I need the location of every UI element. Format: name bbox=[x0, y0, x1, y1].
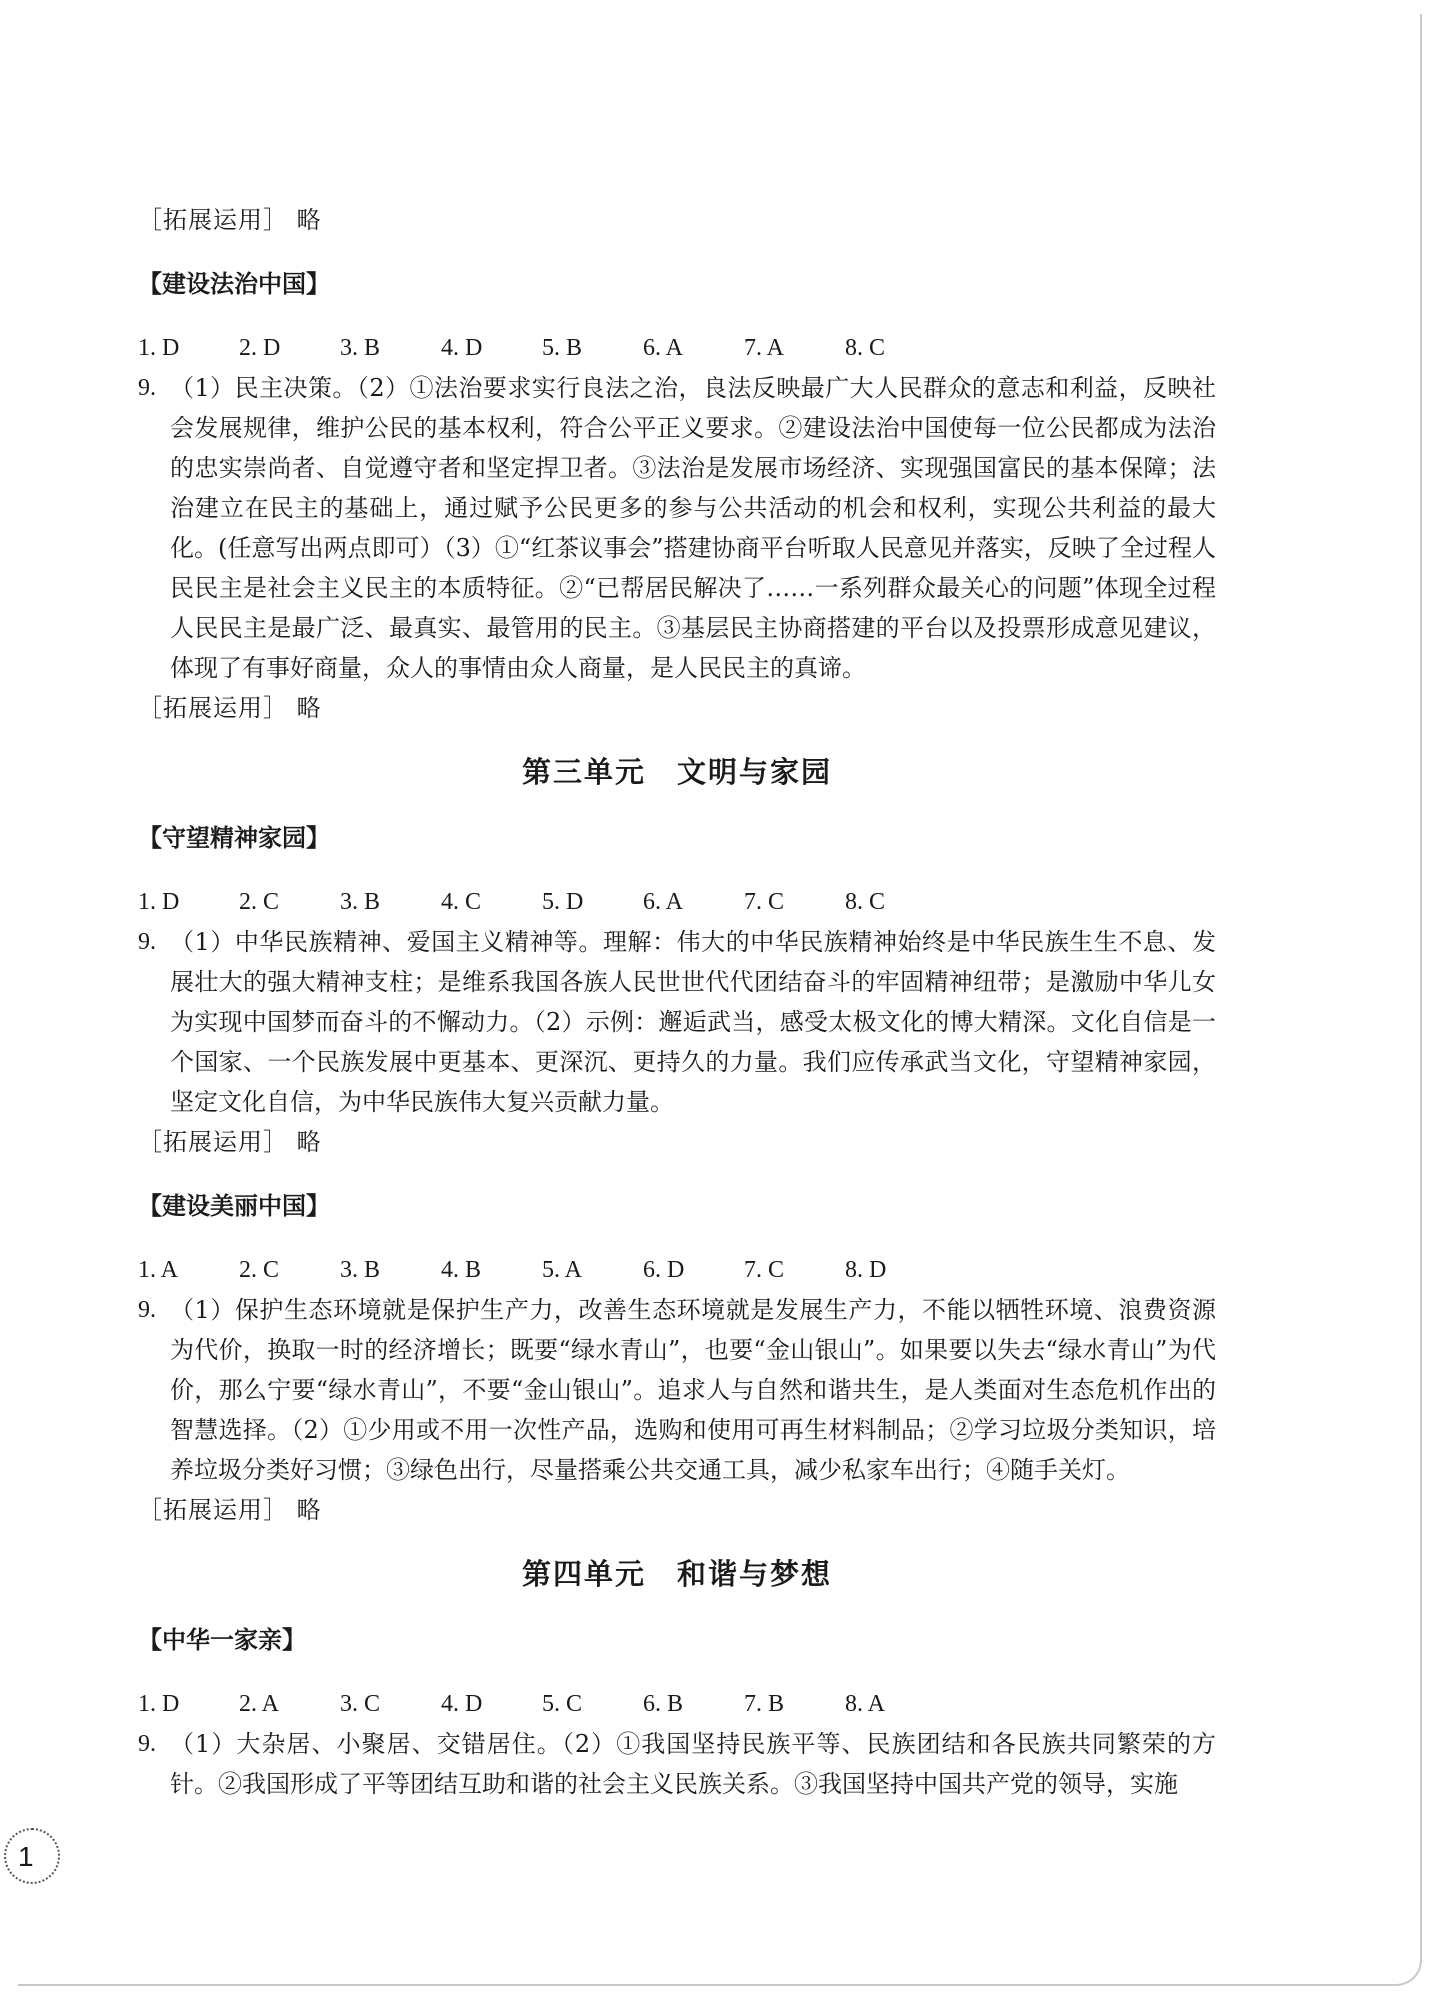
question-9-answer bbox=[138, 1290, 1216, 1490]
choice-answer: 5. B bbox=[542, 335, 583, 361]
question-number: 9. bbox=[138, 1731, 156, 1757]
choice-answer: 4. D bbox=[441, 1691, 483, 1717]
choice-answer: 6. A bbox=[643, 335, 684, 361]
document-content bbox=[138, 200, 1216, 1804]
choice-answers bbox=[138, 1250, 1216, 1290]
choice-answer: 3. B bbox=[340, 889, 381, 915]
choice-answer: 4. C bbox=[441, 889, 482, 915]
choice-answer: 1. A bbox=[138, 1257, 179, 1283]
section-heading: 【建设法治中国】 bbox=[138, 269, 330, 298]
extension-note: ［拓展运用］ 略 bbox=[138, 1128, 322, 1156]
choice-answer: 5. D bbox=[542, 889, 584, 915]
choice-answer: 6. A bbox=[643, 889, 684, 915]
choice-answer: 5. A bbox=[542, 1257, 583, 1283]
unit-title: 第四单元 和谐与梦想 bbox=[521, 1557, 832, 1591]
choice-answer: 3. C bbox=[340, 1691, 381, 1717]
choice-answer: 1. D bbox=[138, 1691, 180, 1717]
extension-note: ［拓展运用］ 略 bbox=[138, 1496, 322, 1524]
choice-answer: 8. A bbox=[845, 1691, 886, 1717]
question-number: 9. bbox=[138, 375, 156, 401]
choice-answer: 5. C bbox=[542, 1691, 583, 1717]
choice-answers bbox=[138, 882, 1216, 922]
question-9-answer bbox=[138, 922, 1216, 1122]
section-heading: 【中华一家亲】 bbox=[138, 1625, 306, 1654]
choice-answer: 2. C bbox=[239, 1257, 280, 1283]
choice-answer: 8. C bbox=[845, 889, 886, 915]
choice-answers bbox=[138, 328, 1216, 368]
choice-answer: 2. C bbox=[239, 889, 280, 915]
question-number: 9. bbox=[138, 1297, 156, 1323]
choice-answer: 3. B bbox=[340, 1257, 381, 1283]
section-heading: 【建设美丽中国】 bbox=[138, 1191, 330, 1220]
choice-answer: 7. C bbox=[744, 889, 785, 915]
choice-answer: 8. D bbox=[845, 1257, 887, 1283]
choice-answer: 8. C bbox=[845, 335, 886, 361]
answer-text: （1）中华民族精神、爱国主义精神等。理解：伟大的中华民族精神始终是中华民族生生不息、发展壮大的强大精神支柱；是维系我国各族人民世世代代团结奋斗的牢固精神纽带；是激励中华儿女为实现中国梦而奋斗的不懈动力。（2）示例：邂逅武当，感受太极文化的博大精深。文化自信是一个国家、一个民族发展中更基本、更深沉、更持久的力量。我们应传承武当文化，守望精神家园，坚定文化自信，为中华民族伟大复兴贡献力量。 bbox=[170, 928, 1216, 1116]
choice-answer: 2. D bbox=[239, 335, 281, 361]
choice-answer: 3. B bbox=[340, 335, 381, 361]
question-9-answer bbox=[138, 1724, 1216, 1804]
question-9-answer bbox=[138, 368, 1216, 688]
choice-answer: 7. A bbox=[744, 335, 785, 361]
page-number: 1 bbox=[4, 1828, 60, 1884]
unit-title: 第三单元 文明与家园 bbox=[521, 755, 832, 789]
section-heading: 【守望精神家园】 bbox=[138, 823, 330, 852]
answer-text: （1）民主决策。（2）①法治要求实行良法之治，良法反映最广大人民群众的意志和利益，反映社会发展规律，维护公民的基本权利，符合公平正义要求。②建设法治中国使每一位公民都成为法治的忠实崇尚者、自觉遵守者和坚定捍卫者。③法治是发展市场经济、实现强国富民的基本保障；法治建立在民主的基础上，通过赋予公民更多的参与公共活动的机会和权利，实现公共利益的最大化。(任意写出两点即可）（3）①“红茶议事会”搭建协商平台听取人民意见并落实，反映了全过程人民民主是社会主义民主的本质特征。②“已帮居民解决了……一系列群众最关心的问题”体现全过程人民民主是最广泛、最真实、最管用的民主。③基层民主协商搭建的平台以及投票形成意见建议，体现了有事好商量，众人的事情由众人商量，是人民民主的真谛。 bbox=[170, 374, 1216, 682]
choice-answer: 4. B bbox=[441, 1257, 482, 1283]
choice-answer: 2. A bbox=[239, 1691, 280, 1717]
question-number: 9. bbox=[138, 929, 156, 955]
choice-answer: 6. B bbox=[643, 1691, 684, 1717]
choice-answer: 4. D bbox=[441, 335, 483, 361]
answer-text: （1）大杂居、小聚居、交错居住。（2）①我国坚持民族平等、民族团结和各民族共同繁荣的方针。②我国形成了平等团结互助和谐的社会主义民族关系。③我国坚持中国共产党的领导，实施 bbox=[170, 1730, 1216, 1798]
choice-answer: 1. D bbox=[138, 889, 180, 915]
choice-answer: 7. C bbox=[744, 1257, 785, 1283]
extension-note: ［拓展运用］ 略 bbox=[138, 694, 322, 722]
extension-note: ［拓展运用］ 略 bbox=[138, 206, 322, 234]
choice-answer: 7. B bbox=[744, 1691, 785, 1717]
choice-answer: 1. D bbox=[138, 335, 180, 361]
choice-answer: 6. D bbox=[643, 1257, 685, 1283]
answer-text: （1）保护生态环境就是保护生产力，改善生态环境就是发展生产力，不能以牺牲环境、浪费资源为代价，换取一时的经济增长；既要“绿水青山”，也要“金山银山”。如果要以失去“绿水青山”为代价，那么宁要“绿水青山”，不要“金山银山”。追求人与自然和谐共生，是人类面对生态危机作出的智慧选择。（2）①少用或不用一次性产品，选购和使用可再生材料制品；②学习垃圾分类知识，培养垃圾分类好习惯；③绿色出行，尽量搭乘公共交通工具，减少私家车出行；④随手关灯。 bbox=[170, 1296, 1216, 1484]
choice-answers bbox=[138, 1684, 1216, 1724]
